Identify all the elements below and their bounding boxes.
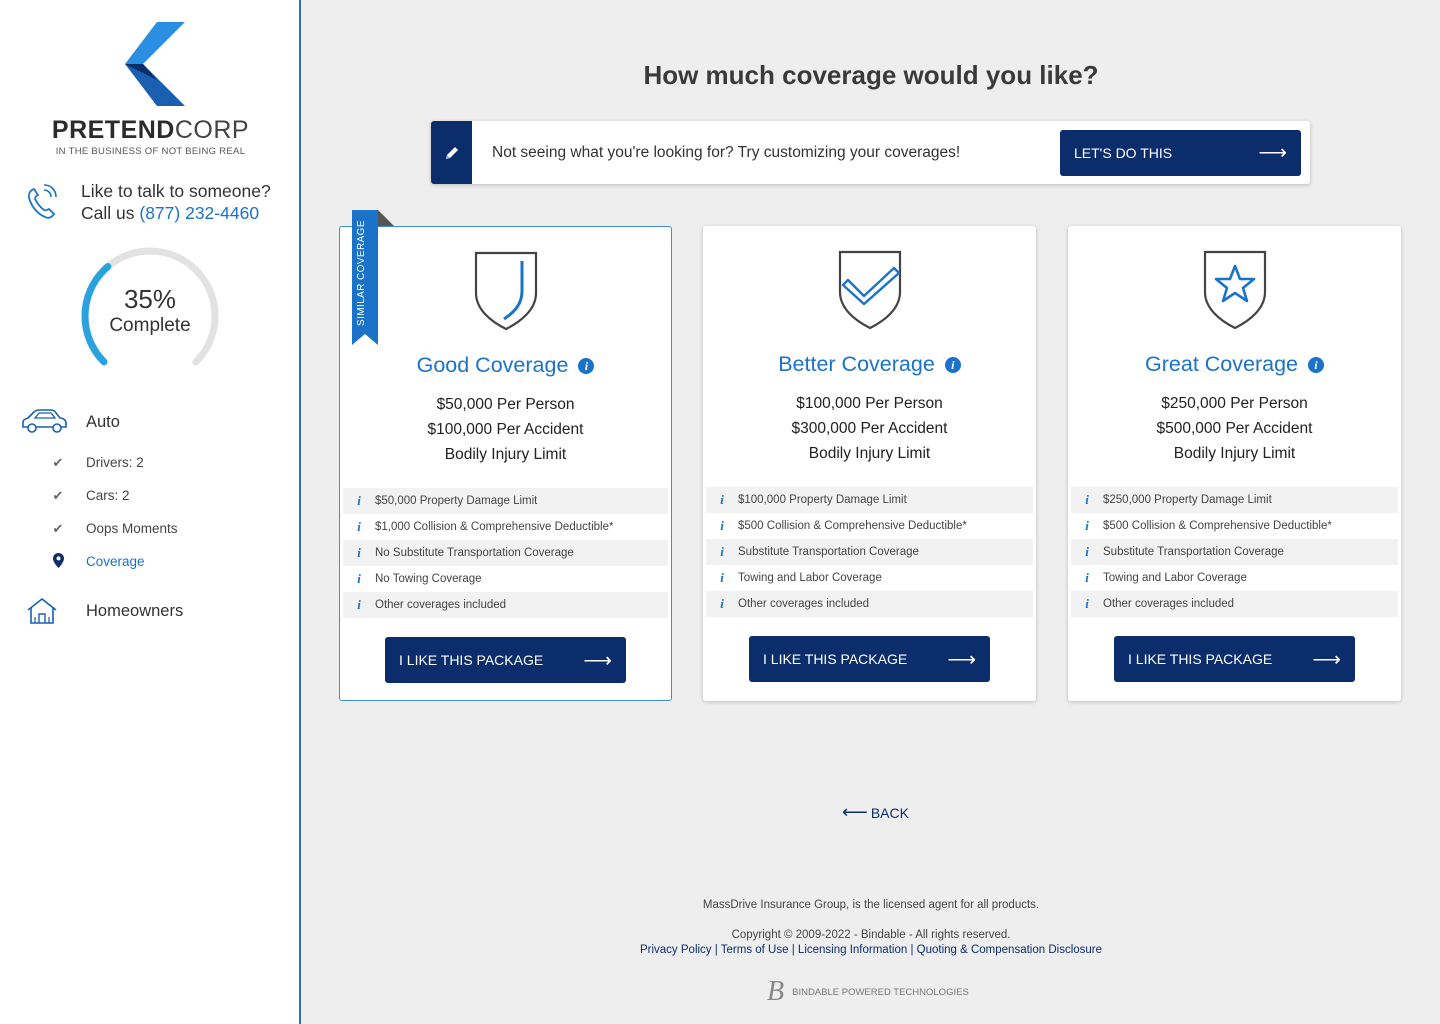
arrow-right-icon: ⟶ bbox=[1258, 142, 1287, 164]
footer-links: Privacy Policy | Terms of Use | Licensing Information | Quoting & Compensation Disclosure bbox=[639, 944, 1103, 956]
feature-row: i $1,000 Collision & Comprehensive Deductible* bbox=[343, 514, 668, 540]
info-icon[interactable]: i bbox=[357, 493, 361, 508]
similar-coverage-ribbon: SIMILAR COVERAGE bbox=[352, 210, 378, 349]
subnav-item-cars[interactable]: ✔ Cars: 2 bbox=[50, 479, 178, 512]
info-icon[interactable]: i bbox=[1085, 544, 1089, 559]
brand-name: PRETENDCORP bbox=[51, 116, 250, 144]
car-icon bbox=[20, 408, 68, 436]
progress-label: Complete bbox=[109, 315, 191, 336]
info-icon[interactable]: i bbox=[357, 545, 361, 560]
feature-row: i No Towing Coverage bbox=[343, 566, 668, 592]
info-icon[interactable]: i bbox=[720, 570, 724, 585]
phone-icon bbox=[26, 184, 58, 220]
shield-check-icon bbox=[703, 248, 1036, 330]
house-icon bbox=[26, 597, 58, 625]
customize-coverage-button[interactable]: LET'S DO THIS ⟶ bbox=[1060, 130, 1301, 176]
shield-icon bbox=[340, 249, 671, 331]
card-title: Great Coverage i bbox=[1068, 352, 1401, 377]
info-icon[interactable]: i bbox=[720, 544, 724, 559]
licensing-information-link[interactable]: Licensing Information bbox=[797, 944, 908, 956]
subnav-item-oops-moments[interactable]: ✔ Oops Moments bbox=[50, 512, 178, 545]
feature-row: i Substitute Transportation Coverage bbox=[1071, 539, 1398, 565]
feature-row: i Other coverages included bbox=[1071, 591, 1398, 617]
logo-mark-icon bbox=[113, 22, 189, 106]
check-icon: ✔ bbox=[52, 454, 64, 470]
feature-row: i Towing and Labor Coverage bbox=[706, 565, 1033, 591]
customize-banner bbox=[431, 121, 1310, 184]
info-icon[interactable]: i bbox=[578, 358, 594, 374]
progress-gauge bbox=[78, 244, 222, 388]
feature-row: i No Substitute Transportation Coverage bbox=[343, 540, 668, 566]
phone-link[interactable]: (877) 232-4460 bbox=[139, 203, 260, 223]
quoting-compensation-link[interactable]: Quoting & Compensation Disclosure bbox=[916, 944, 1103, 956]
feature-row: i $500 Collision & Comprehensive Deductible* bbox=[706, 513, 1033, 539]
select-package-button[interactable]: I LIKE THIS PACKAGE ⟶ bbox=[1114, 636, 1355, 682]
terms-of-use-link[interactable]: Terms of Use bbox=[720, 944, 789, 956]
feature-list bbox=[343, 488, 668, 618]
info-icon[interactable]: i bbox=[720, 492, 724, 507]
select-package-button[interactable]: I LIKE THIS PACKAGE ⟶ bbox=[385, 637, 626, 683]
powered-by[interactable]: B BINDABLE POWERED TECHNOLOGIES bbox=[767, 976, 969, 1007]
card-limits: $100,000 Per Person $300,000 Per Accident Bodily Injury Limit bbox=[791, 395, 948, 462]
copyright: Copyright © 2009-2022 - Bindable - All rights reserved. bbox=[731, 929, 1011, 941]
feature-row: i $250,000 Property Damage Limit bbox=[1071, 487, 1398, 513]
select-package-button[interactable]: I LIKE THIS PACKAGE ⟶ bbox=[749, 636, 990, 682]
call-prefix: Call us bbox=[81, 203, 135, 223]
page-title: How much coverage would you like? bbox=[643, 60, 1099, 90]
feature-row: i Other coverages included bbox=[706, 591, 1033, 617]
sidebar bbox=[0, 0, 301, 1024]
info-icon[interactable]: i bbox=[1085, 518, 1089, 533]
card-title: Good Coverage i bbox=[340, 353, 671, 378]
card-limits: $50,000 Per Person $100,000 Per Accident Bodily Injury Limit bbox=[427, 396, 584, 463]
coverage-card-good[interactable] bbox=[339, 220, 672, 701]
info-icon[interactable]: i bbox=[1308, 357, 1324, 373]
arrow-right-icon: ⟶ bbox=[947, 648, 976, 671]
nav-homeowners-label: Homeowners bbox=[86, 601, 184, 620]
feature-row: i $500 Collision & Comprehensive Deductible* bbox=[1071, 513, 1398, 539]
progress-percent: 35% bbox=[123, 284, 177, 314]
info-icon[interactable]: i bbox=[1085, 596, 1089, 611]
info-icon[interactable]: i bbox=[720, 596, 724, 611]
bindable-logo-icon: B bbox=[767, 976, 785, 1007]
nav-auto[interactable] bbox=[20, 408, 120, 436]
coverage-card-great[interactable] bbox=[1068, 226, 1401, 701]
feature-list bbox=[706, 487, 1033, 617]
feature-list bbox=[1071, 487, 1398, 617]
banner-message: Not seeing what you're looking for? Try customizing your coverages! bbox=[492, 143, 961, 161]
nav-auto-label: Auto bbox=[86, 412, 120, 431]
feature-row: i Other coverages included bbox=[343, 592, 668, 618]
company-logo[interactable] bbox=[0, 22, 301, 157]
feature-row: i $100,000 Property Damage Limit bbox=[706, 487, 1033, 513]
check-icon: ✔ bbox=[52, 487, 64, 503]
arrow-right-icon: ⟶ bbox=[1312, 648, 1341, 671]
back-button[interactable]: ⟵ BACK bbox=[842, 802, 909, 822]
card-limits: $250,000 Per Person $500,000 Per Accident Bodily Injury Limit bbox=[1156, 395, 1313, 462]
auto-subnav bbox=[50, 446, 178, 578]
card-title: Better Coverage i bbox=[703, 352, 1036, 377]
info-icon[interactable]: i bbox=[357, 597, 361, 612]
info-icon[interactable]: i bbox=[357, 571, 361, 586]
subnav-item-drivers[interactable]: ✔ Drivers: 2 bbox=[50, 446, 178, 479]
coverage-card-better[interactable] bbox=[703, 226, 1036, 701]
arrow-left-icon: ⟵ bbox=[842, 802, 868, 822]
info-icon[interactable]: i bbox=[1085, 492, 1089, 507]
feature-row: i $50,000 Property Damage Limit bbox=[343, 488, 668, 514]
arrow-right-icon: ⟶ bbox=[583, 649, 612, 672]
map-pin-icon bbox=[50, 553, 66, 571]
shield-star-icon bbox=[1068, 248, 1401, 330]
contact-prompt: Like to talk to someone? bbox=[81, 181, 271, 201]
agent-disclosure: MassDrive Insurance Group, is the licensed agent for all products. bbox=[702, 899, 1040, 911]
nav-homeowners[interactable] bbox=[26, 597, 183, 625]
pencil-icon bbox=[431, 121, 472, 184]
info-icon[interactable]: i bbox=[357, 519, 361, 534]
contact-block bbox=[26, 180, 271, 224]
check-icon: ✔ bbox=[52, 520, 64, 536]
feature-row: i Substitute Transportation Coverage bbox=[706, 539, 1033, 565]
privacy-policy-link[interactable]: Privacy Policy bbox=[639, 944, 712, 956]
feature-row: i Towing and Labor Coverage bbox=[1071, 565, 1398, 591]
info-icon[interactable]: i bbox=[1085, 570, 1089, 585]
subnav-item-coverage[interactable]: Coverage bbox=[50, 545, 178, 578]
brand-tagline: IN THE BUSINESS OF NOT BEING REAL bbox=[55, 146, 246, 157]
info-icon[interactable]: i bbox=[720, 518, 724, 533]
info-icon[interactable]: i bbox=[945, 357, 961, 373]
